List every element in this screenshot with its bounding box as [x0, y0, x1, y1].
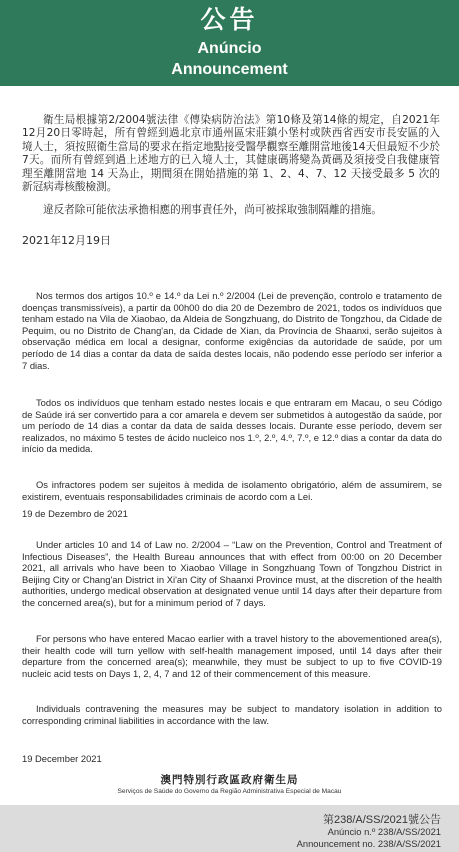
issuer-signature: [0, 774, 459, 796]
english-paragraph-2: For persons who have entered Macao earlier with a travel history to the abovementioned area(s), their health code will turn yellow with self-health management imposed, until 14 days after their departure from the concerned area(s); meanwhile, they must be subject to up to five COVID-19 nucleic acid tests on Days 1, 2, 4, 7 and 12 of their commencement of this measure.: [22, 633, 442, 679]
chinese-date: 2021年12月19日: [22, 234, 111, 247]
title-portuguese: Anúncio: [197, 40, 262, 57]
issuer-name-portuguese: Serviços de Saúde do Governo da Região Administrativa Especial de Macau: [117, 788, 342, 795]
english-paragraph-3: Individuals contravening the measures may be subject to mandatory isolation in addition to corresponding criminal liabilities in accordance with the law.: [22, 703, 442, 726]
reference-number-chinese: 第238/A/SS/2021號公告: [322, 814, 441, 826]
issuer-name-chinese: 澳門特別行政區政府衛生局: [160, 774, 299, 786]
portuguese-paragraph-3: Os infractores podem ser sujeitos à medida de isolamento obrigatório, além de assumirem, se existirem, eventuais responsabilidades criminais de acordo com a Lei.: [22, 479, 442, 502]
title-chinese: 公告: [200, 5, 259, 34]
reference-number-portuguese: Anúncio n.º 238/A/SS/2021: [327, 826, 441, 837]
chinese-paragraph-1: 衛生局根據第2/2004號法律《傳染病防治法》第10條及第14條的規定，自2021年12月20日零時起，所有曾經到過北京市通州區宋莊鎮小堡村或陝西省西安市長安區的入境人士，須按照衛生當局的要求在指定地點接受醫學觀察至離開當地後14天但最短不少於7天。而所有曾經到過上述地方的已入境人士，其健康碼將變為黃碼及須接受自我健康管理至離開當地 14 天為止，期間須在開始措施的第 1、2、4、7、12 天接受最多 5 次的新冠病毒核酸檢測。: [22, 114, 440, 194]
portuguese-date: 19 de Dezembro de 2021: [22, 508, 128, 519]
portuguese-paragraph-1: Nos termos dos artigos 10.º e 14.º da Lei n.º 2/2004 (Lei de prevenção, controlo e tratamento de doenças transmissíveis), a partir da 00h00 do dia 20 de Dezembro de 2021, todos os indivíduos que tenham estado na Vila de Xiaobao, da Aldeia de Songzhuang, do Distrito de Tongzhou, da Cidade de Pequim, ou no Distrito de Chang'an, da Cidade de Xian, da Província de Shaanxi, serão sujeitos à observação médica em local a designar, conforme exigências da autoridade de saúde, por um período de 14 dias a contar da data de saída destes locais, não podendo esse período ser inferior a 7 dias.: [22, 290, 442, 371]
reference-number-english: Announcement no. 238/A/SS/2021: [296, 838, 441, 849]
reference-footer: [0, 805, 459, 852]
chinese-paragraph-2: 違反者除可能依法承擔相應的刑事責任外，尚可被採取強制隔離的措施。: [43, 204, 382, 216]
portuguese-paragraph-2: Todos os indivíduos que tenham estado nestes locais e que entraram em Macau, o seu Código de Saúde irá ser convertido para a cor amarela e devem ser submetidos à autogestão da saúde, por um período de 14 dias a contar da data de saída desses locais. Durante esse período, devem ser realizados, no máximo 5 testes de ácido nucleico nos 1.º, 2.º, 4.º, 7.º, e 12.º dias a contar da data do início da medida.: [22, 397, 442, 455]
english-paragraph-1: Under articles 10 and 14 of Law no. 2/2004 – “Law on the Prevention, Control and Treatment of Infectious Diseases”, the Health Bureau announces that with effect from 00:00 on 20 December 2021, all arrivals who have been to Xiaobao Village in Songzhuang Town of Tongzhou District in Beijing City or Chang'an District in Xi'an City of Shaanxi Province must, at the discretion of the health authorities, undergo medical observation at designated venue until 14 days after their departure from the concerned area(s), but for a minimum period of 7 days.: [22, 539, 442, 608]
announcement-header: [0, 0, 459, 86]
english-date: 19 December 2021: [22, 753, 102, 764]
title-english: Announcement: [171, 61, 288, 78]
